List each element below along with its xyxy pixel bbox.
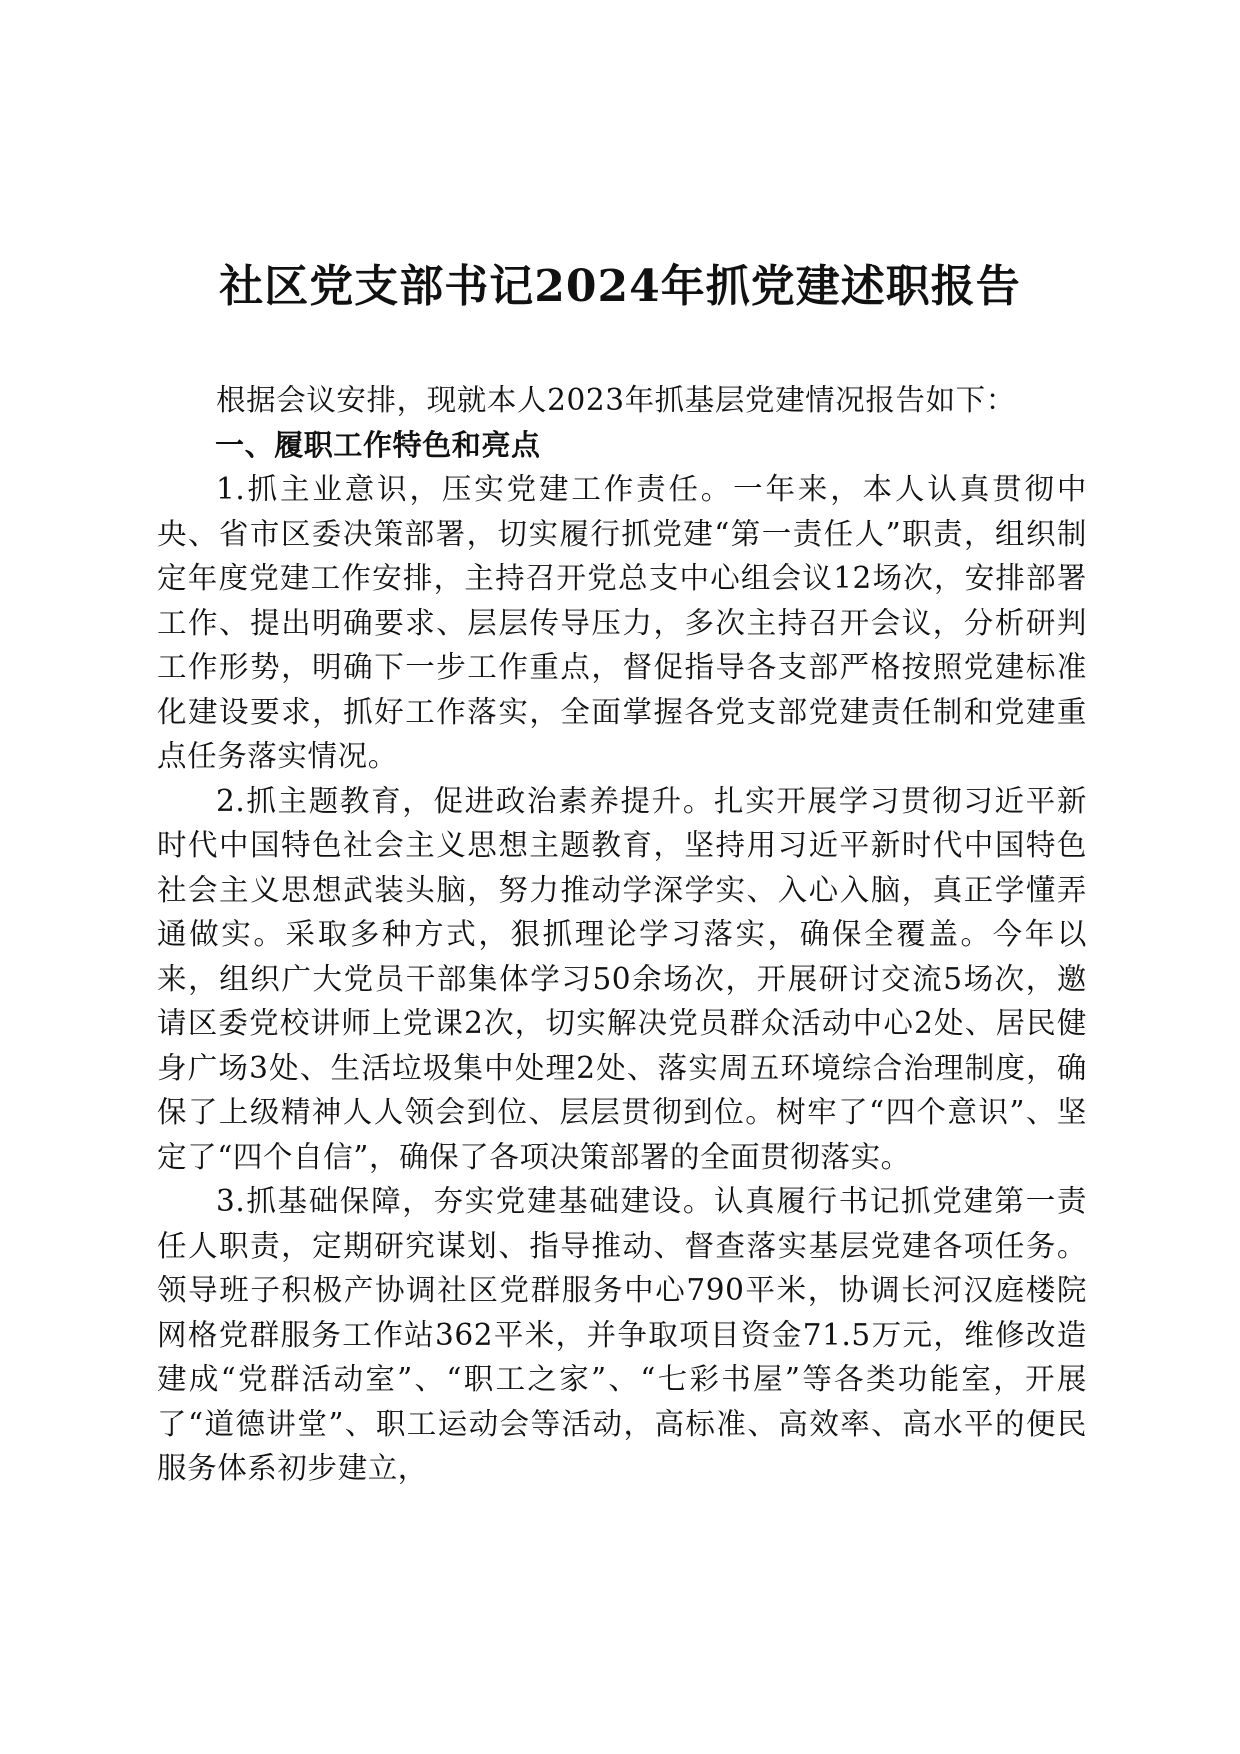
body-paragraph-2: 2.抓主题教育，促进政治素养提升。扎实开展学习贯彻习近平新时代中国特色社会主义思想主题教育，坚持用习近平新时代中国特色社会主义思想武装头脑，努力推动学深学实、入心入脑，真正学懂弄通做实。采取多种方式，狠抓理论学习落实，确保全覆盖。今年以来，组织广大党员干部集体学习50余场次，开展研讨交流5场次，邀请区委党校讲师上党课2次，切实解决党员群众活动中心2处、居民健身广场3处、生活垃圾集中处理2处、落实周五环境综合治理制度，确保了上级精神人人领会到位、层层贯彻到位。树牢了“四个意识”、坚定了“四个自信”，确保了各项决策部署的全面贯彻落实。 [157,783,1087,1174]
body-paragraph-3: 3.抓基础保障，夯实党建基础建设。认真履行书记抓党建第一责任人职责，定期研究谋划、指导推动、督查落实基层党建各项任务。领导班子积极产协调社区党群服务中心790平米，协调长河汉庭楼院网格党群服务工作站362平米，并争取项目资金71.5万元，维修改造建成“党群活动室”、“职工之家”、“七彩书屋”等各类功能室，开展了“道德讲堂”、职工运动会等活动，高标准、高效率、高水平的便民服务体系初步建立， [157,1184,1087,1485]
section-heading: 一、履职工作特色和亮点 [215,427,541,462]
body-paragraph-1: 1.抓主业意识，压实党建工作责任。一年来，本人认真贯彻中央、省市区委决策部署，切实履行抓党建“第一责任人”职责，组织制定年度党建工作安排，主持召开党总支中心组会议12场次，安排部署工作、提出明确要求、层层传导压力，多次主持召开会议，分析研判工作形势，明确下一步工作重点，督促指导各支部严格按照党建标准化建设要求，抓好工作落实，全面掌握各党支部党建责任制和党建重点任务落实情况。 [157,472,1087,773]
intro-paragraph: 根据会议安排，现就本人2023年抓基层党建情况报告如下： [216,383,1016,417]
document-title: 社区党支部书记2024年抓党建述职报告 [219,261,1021,313]
document-body [157,378,1087,1491]
